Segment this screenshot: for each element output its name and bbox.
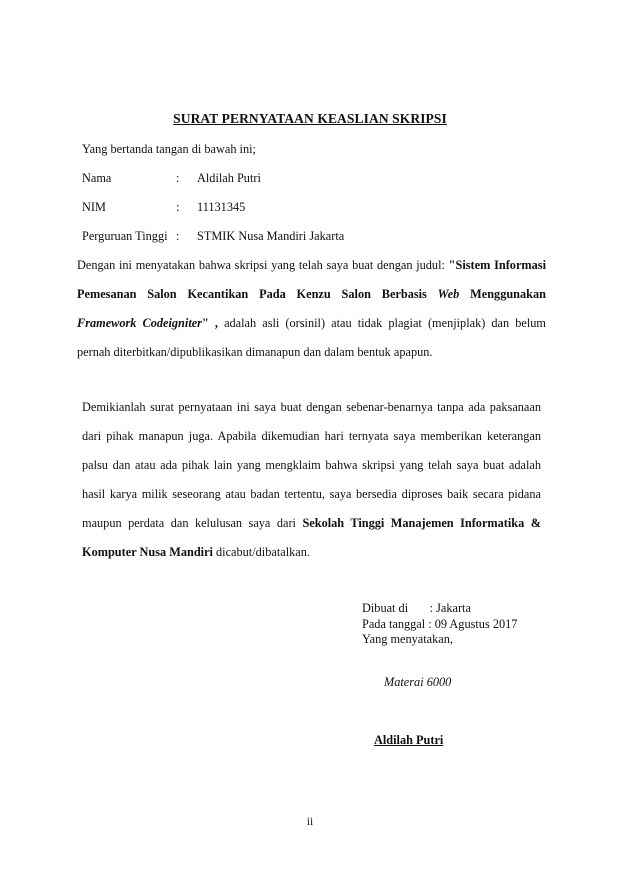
- signer-name: Aldilah Putri: [374, 733, 444, 747]
- paragraph2-line3: palsu dan atau ada pihak lain yang mengklaim bahwa skripsi yang telah saya buat adalah: [82, 458, 541, 472]
- thesis-title-italic: Web: [437, 287, 460, 301]
- signature-declarer: Yang menyatakan,: [362, 632, 453, 646]
- field-label: Nama: [82, 171, 112, 185]
- paragraph1-line4: pernah diterbitkan/dipublikasikan dimanapun dan dalam bentuk apapun.: [77, 345, 433, 359]
- paragraph2-line1: Demikianlah surat pernyataan ini saya buat dengan sebenar-benarnya tanpa ada paksanaan: [82, 400, 541, 414]
- thesis-title-text: Menggunakan: [470, 287, 546, 301]
- field-value: 11131345: [197, 200, 246, 214]
- institution-name: Komputer Nusa Mandiri: [82, 545, 213, 559]
- field-value: Aldilah Putri: [197, 171, 261, 185]
- paragraph-text: maupun perdata dan kelulusan saya dari: [82, 516, 296, 530]
- page-number: ii: [306, 816, 314, 828]
- field-label: Perguruan Tinggi: [82, 229, 168, 243]
- thesis-title-text: Pemesanan Salon Kecantikan Pada Kenzu Salon Berbasis: [77, 287, 427, 301]
- field-value: STMIK Nusa Mandiri Jakarta: [197, 229, 345, 243]
- signature-place: Dibuat di : Jakarta: [362, 601, 471, 615]
- field-separator: :: [176, 200, 180, 214]
- paragraph2-line5: [82, 516, 541, 531]
- document-title: SURAT PERNYATAAN KEASLIAN SKRIPSI: [173, 111, 447, 126]
- thesis-title-end: " ,: [201, 316, 218, 330]
- field-separator: :: [176, 229, 180, 243]
- field-separator: :: [176, 171, 180, 185]
- paragraph2-line6: [82, 545, 310, 560]
- materai-stamp-label: Materai 6000: [384, 675, 452, 689]
- paragraph-text: adalah asli (orsinil) atau tidak plagiat (menjiplak) dan belum: [224, 316, 546, 330]
- paragraph1-line3: [77, 316, 546, 331]
- paragraph1-line2: [77, 287, 546, 302]
- thesis-title-start: "Sistem Informasi: [448, 258, 546, 272]
- institution-name: Sekolah Tinggi Manajemen Informatika &: [302, 516, 541, 530]
- paragraph1-line1: [77, 258, 546, 273]
- paragraph2-line4: hasil karya milik seseorang atau badan tertentu, saya bersedia diproses baik secara pidana: [82, 487, 541, 501]
- intro-text: Yang bertanda tangan di bawah ini;: [82, 142, 256, 156]
- paragraph-text: Dengan ini menyatakan bahwa skripsi yang telah saya buat dengan judul:: [77, 258, 445, 272]
- thesis-title-italic: Framework Codeigniter: [77, 316, 202, 330]
- paragraph2-line2: dari pihak manapun juga. Apabila dikemudian hari ternyata saya memberikan keterangan: [82, 429, 541, 443]
- field-label: NIM: [82, 200, 106, 214]
- paragraph-text: dicabut/dibatalkan.: [216, 545, 310, 559]
- signature-date: Pada tanggal : 09 Agustus 2017: [362, 617, 518, 631]
